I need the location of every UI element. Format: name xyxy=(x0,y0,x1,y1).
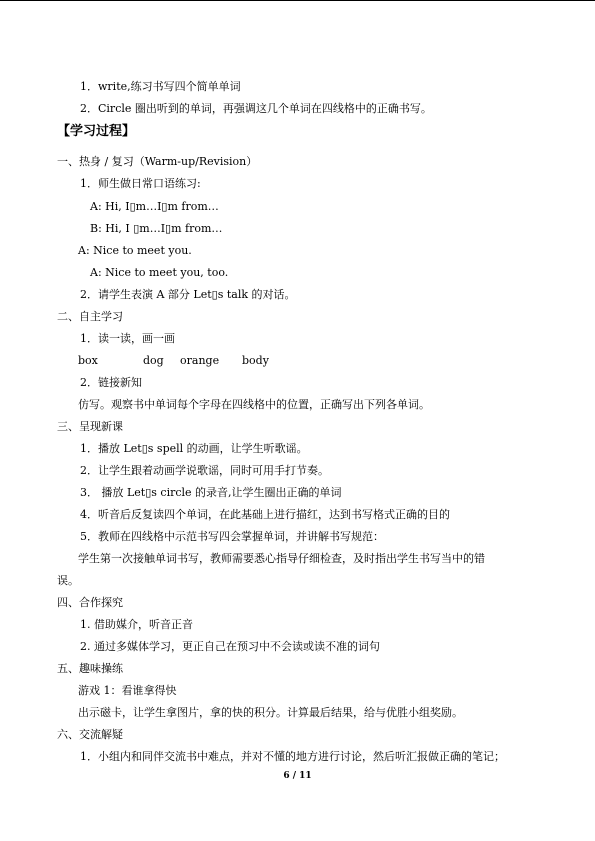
part1-item2: 2．请学生表演 A 部分 Let▯s talk 的对话。 xyxy=(80,288,296,301)
part2-item2-text: 仿写。观察书中单词每个字母在四线格中的位置，正确写出下列各单词。 xyxy=(78,398,430,411)
word-dog: dog xyxy=(143,354,164,367)
word-box: box xyxy=(78,354,98,367)
part3-item-1: 1．播放 Let▯s spell 的动画，让学生听歌谣。 xyxy=(80,442,308,455)
part3-paragraph-line1: 学生第一次接触单词书写，教师需要悉心指导仔细检查，及时指出学生书写当中的错 xyxy=(78,552,485,565)
part3-paragraph-line2: 误。 xyxy=(57,574,79,587)
part5-game-text: 出示磁卡，让学生拿图片，拿的快的积分。计算最后结果，给与优胜小组奖励。 xyxy=(78,706,463,719)
part5-game: 游戏 1：看谁拿得快 xyxy=(78,684,177,697)
part4-title: 四、合作探究 xyxy=(57,596,123,609)
dialog-line-3: A: Nice to meet you. xyxy=(78,244,192,257)
part2-title: 二、自主学习 xyxy=(57,310,123,323)
part6-item1: 1．小组内和同伴交流书中难点，并对不懂的地方进行讨论，然后听汇报做正确的笔记； xyxy=(80,750,505,763)
part3-title: 三、呈现新课 xyxy=(57,420,123,433)
part3-item-5: 5．教师在四线格中示范书写四会掌握单词，并讲解书写规范： xyxy=(80,530,384,543)
part2-item2: 2．链接新知 xyxy=(80,376,142,389)
objective-1: 1．write,练习书写四个简单单词 xyxy=(80,80,241,93)
part3-item-3: 3． 播放 Let▯s circle 的录音,让学生圈出正确的单词 xyxy=(80,486,342,499)
dialog-line-2: B: Hi, I ▯m…I▯m from… xyxy=(90,222,223,235)
objective-2: 2．Circle 圈出听到的单词，再强调这几个单词在四线格中的正确书写。 xyxy=(80,102,432,115)
part3-item-4: 4．听音后反复读四个单词，在此基础上进行描红，达到书写格式正确的目的 xyxy=(80,508,450,521)
dialog-line-4: A: Nice to meet you, too. xyxy=(90,266,229,279)
part2-item1: 1．读一读，画一画 xyxy=(80,332,175,345)
dialog-line-1: A: Hi, I▯m…I▯m from… xyxy=(90,200,219,213)
part1-title: 一、热身 / 复习（Warm-up/Revision） xyxy=(57,155,258,168)
page-number: 6 / 11 xyxy=(283,771,312,781)
part4-item-1: 1. 借助媒介，听音正音 xyxy=(80,618,193,631)
word-orange: orange xyxy=(180,354,220,367)
part6-title: 六、交流解疑 xyxy=(57,728,123,741)
part4-item-2: 2. 通过多媒体学习，更正自己在预习中不会读或读不准的词句 xyxy=(80,640,380,653)
part3-item-2: 2．让学生跟着动画学说歌谣，同时可用手打节奏。 xyxy=(80,464,329,477)
word-body: body xyxy=(242,354,269,367)
part5-title: 五、趣味操练 xyxy=(57,662,123,675)
section-title: 【学习过程】 xyxy=(57,124,136,139)
top-rule xyxy=(0,0,595,1)
part1-item1: 1．师生做日常口语练习: xyxy=(80,177,201,190)
